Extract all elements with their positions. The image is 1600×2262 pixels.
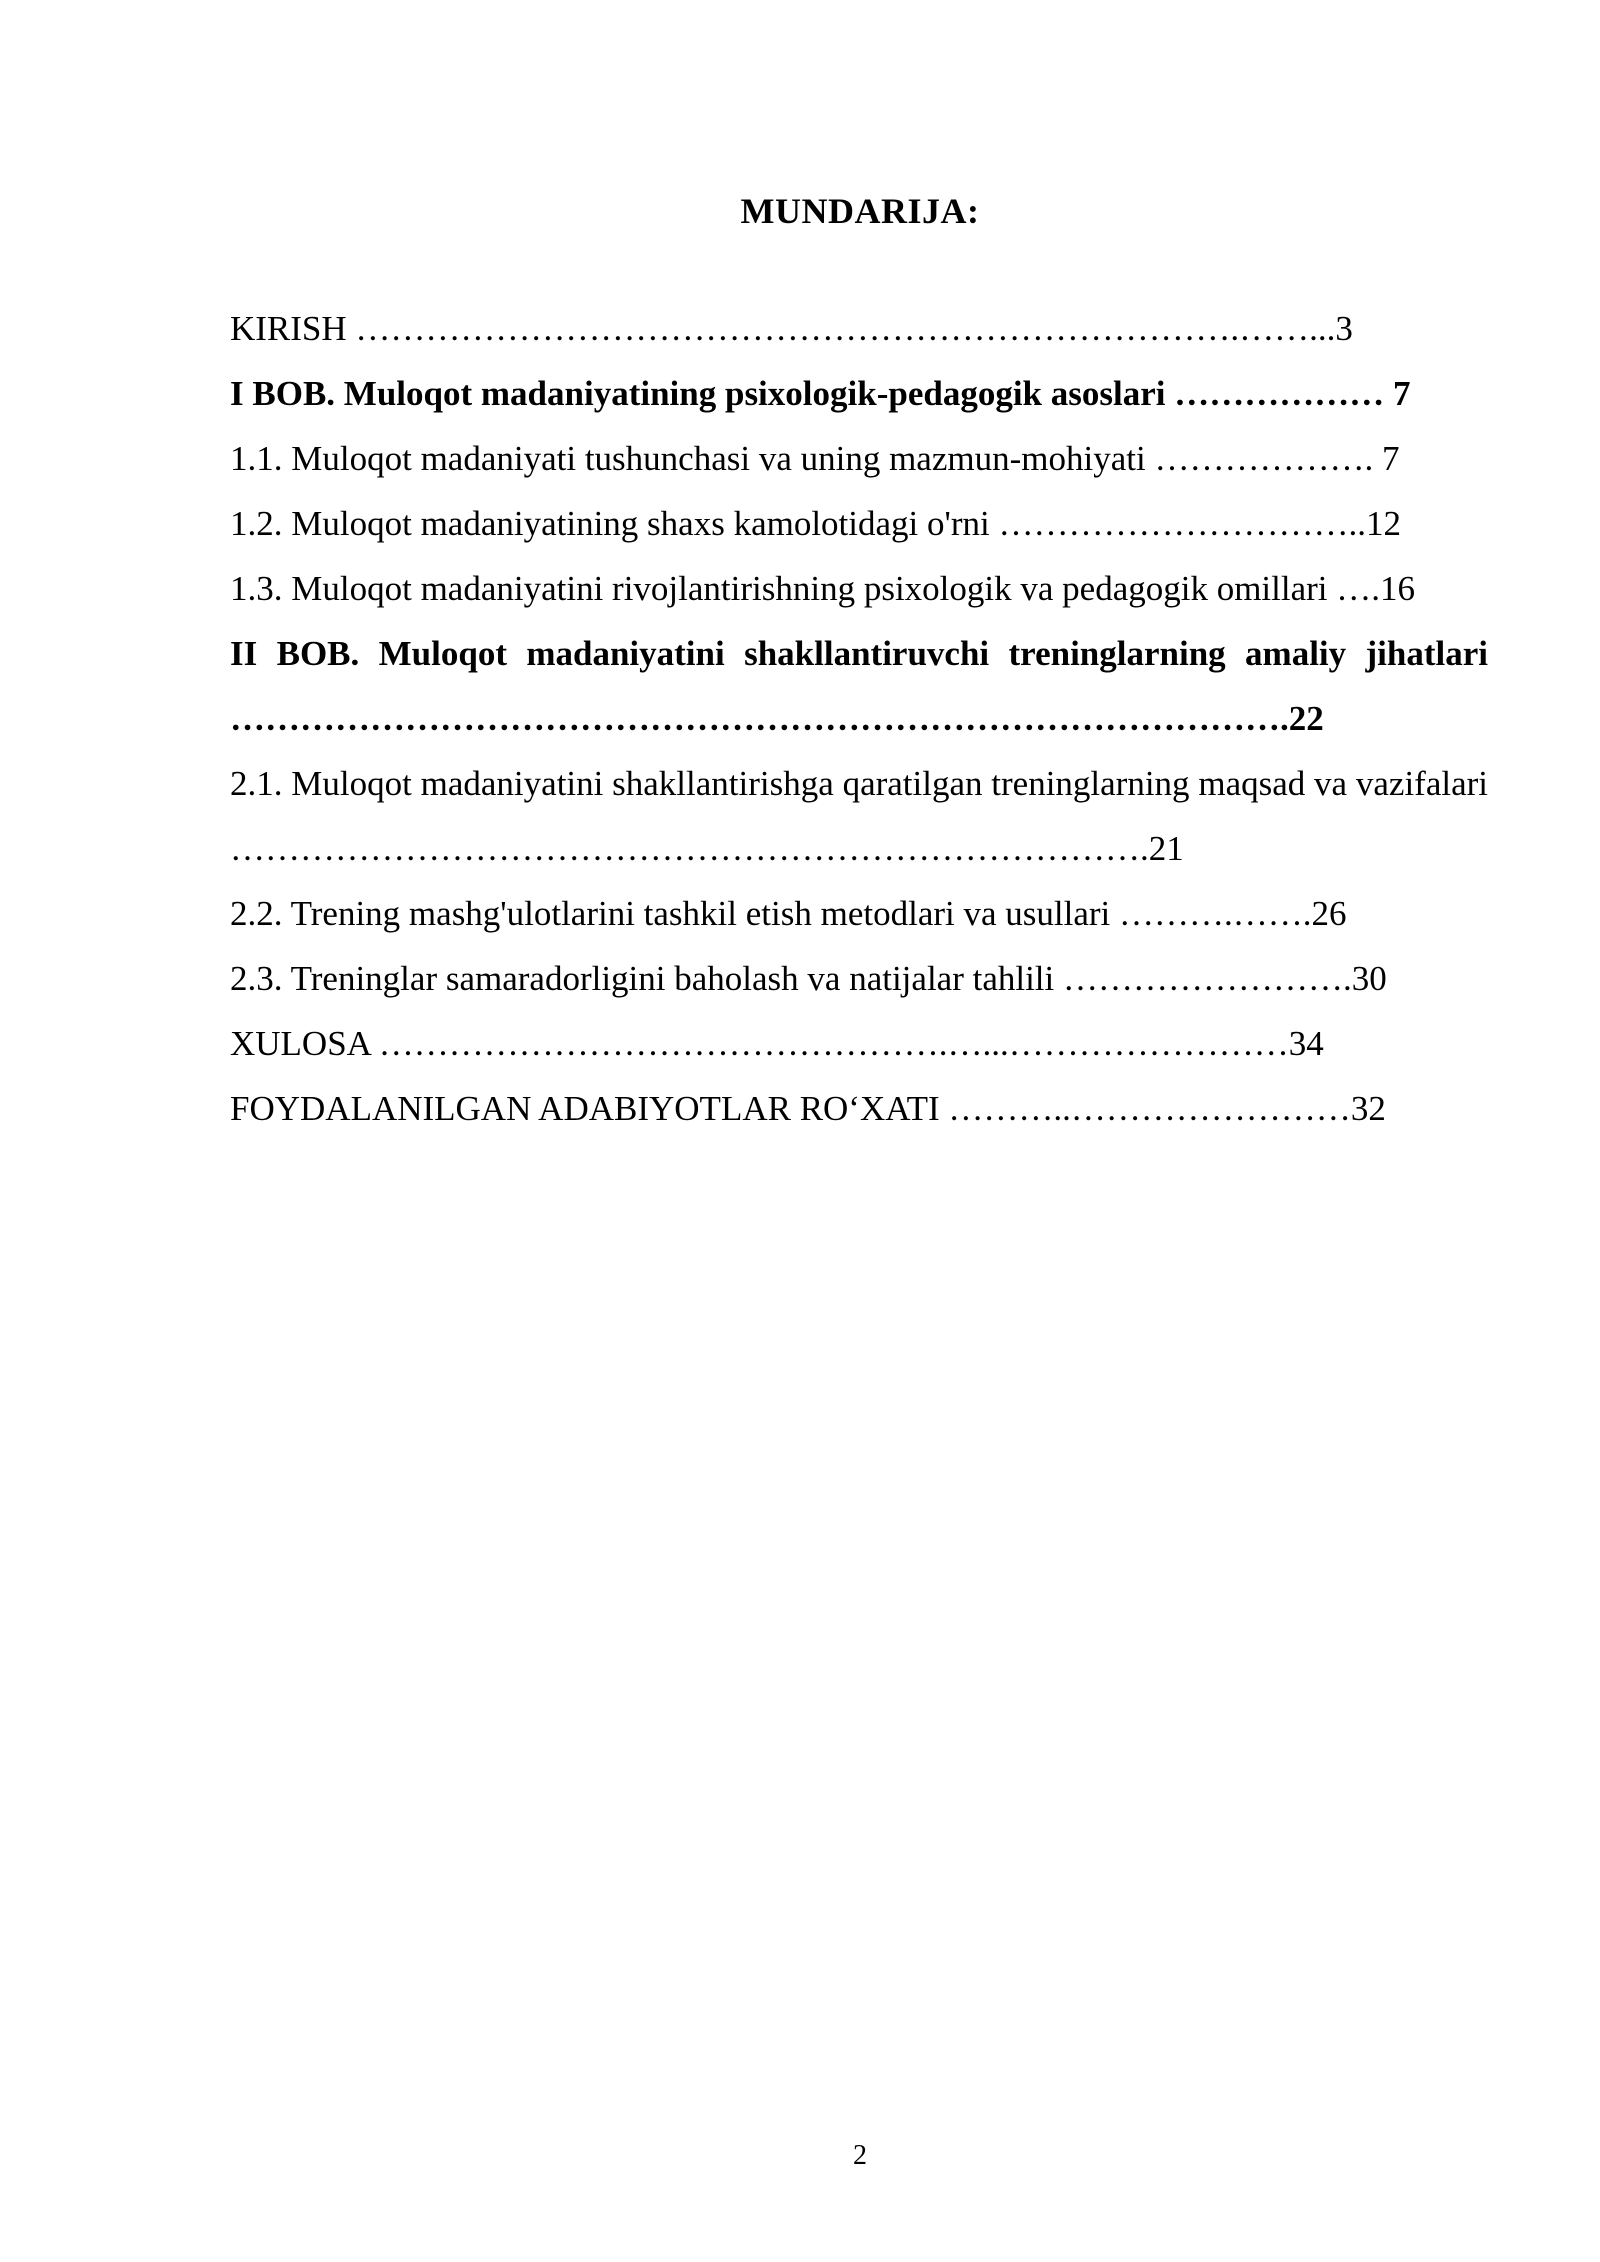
toc-entry-kirish: KIRISH ………………………………………………………………….……...3 — [230, 309, 1353, 348]
toc-entry-xulosa: XULOSA ………………………………………….…...……………………34 — [230, 1024, 1324, 1063]
toc-entry-references: FOYDALANILGAN ADABIYOTLAR RO‘XATI ………..……………………32 — [230, 1089, 1386, 1128]
toc-entry-1-3: 1.3. Muloqot madaniyatini rivojlantirishning psixologik va pedagogik omillari ….16 — [230, 569, 1416, 608]
toc-entry-2-1: 2.1. Muloqot madaniyatini shakllantirishga qaratilgan treninglarning maqsad va vazifalari …………………………………………………………………….21 — [230, 764, 1488, 868]
toc-entry-chapter-1: I BOB. Muloqot madaniyatining psixologik-pedagogik asoslari ……………… 7 — [230, 374, 1411, 413]
table-of-contents — [230, 296, 1488, 1141]
toc-entry-chapter-2: II BOB. Muloqot madaniyatini shakllantiruvchi treninglarning amaliy jihatlari ……………………………………………………………………………….22 — [230, 634, 1488, 738]
toc-entry-2-3: 2.3. Treninglar samaradorligini baholash va natijalar tahlili …………………….30 — [230, 959, 1387, 998]
toc-entry-2-2: 2.2. Trening mashg'ulotlarini tashkil etish metodlari va usullari ……….…….26 — [230, 894, 1347, 933]
page-number: 2 — [853, 2140, 867, 2171]
page-title: MUNDARIJA: — [740, 191, 980, 231]
toc-entry-1-1: 1.1. Muloqot madaniyati tushunchasi va uning mazmun-mohiyati ………………. 7 — [230, 439, 1400, 478]
toc-entry-1-2: 1.2. Muloqot madaniyatining shaxs kamolotidagi o'rni …………………………..12 — [230, 504, 1401, 543]
